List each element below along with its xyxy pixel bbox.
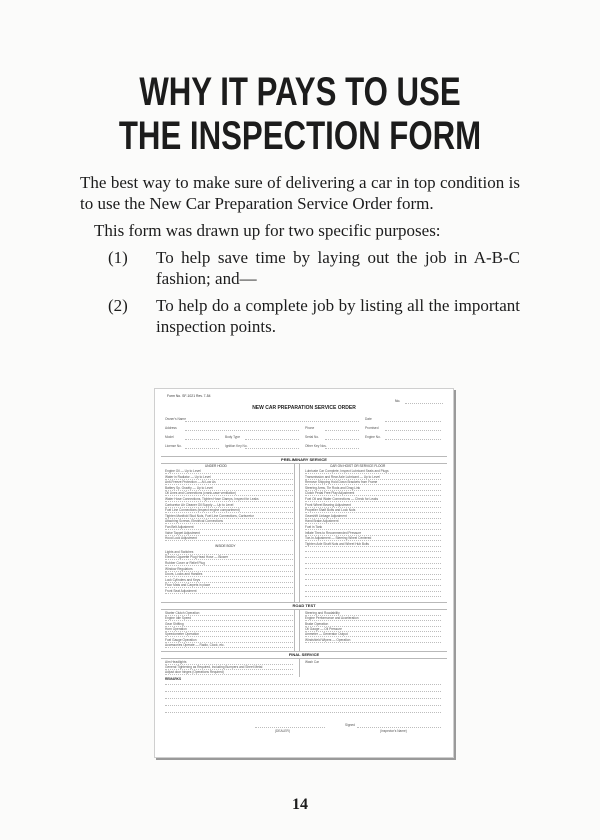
inside-body-item: Window Regulators — [165, 566, 193, 571]
form-line — [305, 642, 441, 643]
title-line-1: WHY IT PAYS TO USE — [139, 70, 461, 114]
form-line — [305, 557, 441, 558]
purpose-number: (1) — [108, 248, 128, 267]
form-field-label: Promised — [365, 426, 379, 430]
purpose-text: To help save time by laying out the job in A-B-C fashion; and— — [156, 248, 520, 288]
inside-body-item: Front Seat Adjustment — [165, 589, 197, 593]
under-hood-item: Attaching Screws, Electrical Connections — [165, 519, 223, 524]
section-inside-body: INSIDE BODY — [215, 543, 236, 548]
form-field-label: Ignition Key No. — [225, 444, 248, 448]
form-number: Form No. SF-1021 Rev. 7-54 — [167, 394, 211, 398]
under-hood-item: Tighten Manifold Stud Nuts, Fuel Line Connections, Carburetor — [165, 513, 254, 518]
section-car-on-hoist: CAR ON HOIST OR SERVICE FLOOR — [330, 464, 386, 468]
section-final-service: FINAL SERVICE — [288, 651, 320, 657]
form-line — [165, 620, 293, 621]
road-test-item: Engine Idle Speed — [165, 616, 192, 621]
hoist-item: Fuel Oil and Water Connections — Check for Leaks — [305, 497, 379, 501]
form-line — [161, 609, 447, 610]
inside-body-item: Rubber Cover or Relief Plug — [165, 561, 205, 565]
form-line — [299, 658, 300, 677]
under-hood-item: Valve Tappet Adjustment — [165, 530, 200, 535]
form-line — [165, 593, 293, 594]
form-line — [165, 705, 441, 706]
form-line — [185, 421, 359, 422]
road-test-item: Gear Shifting — [165, 621, 184, 626]
body-text — [80, 172, 520, 337]
form-line — [161, 463, 447, 464]
form-line — [325, 439, 359, 440]
form-line — [185, 448, 219, 449]
form-field-label: Engine No. — [365, 435, 381, 439]
hoist-item: Lubricate Car Complete, Inspect Lubricant Seals and Plugs — [305, 469, 389, 473]
road-test-item: Windshield Wipers — Operation — [305, 637, 351, 642]
section-remarks: REMARKS — [165, 676, 182, 681]
section-road-test: ROAD TEST — [292, 602, 316, 608]
road-test-item: Speedometer Operation — [165, 632, 200, 637]
hoist-item: Propeller Shaft Bolts and Lock Nuts — [305, 508, 356, 513]
under-hood-item: Water in Radiator — Up to Level — [165, 474, 211, 479]
form-line — [245, 439, 299, 440]
form-field-label: License No. — [165, 444, 182, 448]
form-line — [294, 463, 295, 602]
road-test-item: Accessories Operate — Radio, Clock, etc. — [165, 643, 225, 648]
final-service-item: Adjust door hinges (Operations Required) — [165, 670, 224, 675]
form-line — [299, 463, 300, 602]
form-line — [185, 430, 299, 431]
form-line — [245, 448, 299, 449]
form-line — [305, 551, 441, 552]
hoist-item: Clutch Pedal Free Play Adjustment — [305, 491, 355, 496]
form-line — [165, 698, 441, 699]
form-line — [385, 421, 441, 422]
form-line — [305, 563, 441, 564]
inspector-label: (Inspector's Name) — [380, 728, 407, 733]
purpose-intro: This form was drawn up for two specific purposes: — [94, 221, 441, 240]
road-test-item: Brake Operation — [305, 621, 329, 626]
form-line — [305, 523, 441, 524]
form-field-label: Phone — [305, 426, 315, 430]
form-line — [305, 568, 441, 569]
road-test-item: Fuel Gauge Operation — [165, 637, 197, 642]
form-field-label: Date — [365, 417, 372, 421]
form-line — [305, 585, 441, 586]
purpose-number: (2) — [108, 296, 128, 315]
form-field-label: Body Type — [225, 435, 241, 439]
hoist-item: Tighten Axle Shaft Nuts and Wheel Hub Bolts — [305, 541, 370, 546]
form-line — [161, 658, 447, 659]
under-hood-item: Hood Lock Adjustment — [165, 536, 197, 541]
purpose-text: To help do a complete job by listing all the important inspection points. — [156, 296, 520, 336]
under-hood-item: Fan Belt Adjustment — [165, 525, 194, 529]
road-test-item: Ammeter — Generator Output — [305, 632, 348, 637]
form-line — [165, 674, 293, 675]
form-field-label: Address — [165, 426, 177, 430]
form-line — [165, 647, 293, 648]
form-field-label: Model — [165, 435, 174, 439]
hoist-item: Toe-In Adjustment — Steering Wheel Centered — [305, 536, 372, 541]
form-title: NEW CAR PREPARATION SERVICE ORDER — [252, 405, 356, 411]
form-line — [165, 712, 441, 713]
under-hood-item: Engine Oil — Up to Level — [165, 469, 201, 473]
purpose-item-2 — [80, 295, 520, 337]
road-test-item: Oil Gauge — Oil Pressure — [305, 627, 342, 631]
under-hood-item: Water Hose Connections, Tighten Hose Clamps, Inspect for Leaks — [165, 497, 259, 501]
inspection-form-image — [154, 388, 454, 758]
inside-body-item: Floor Mats and Carpets in place — [165, 583, 211, 588]
road-test-item: Starter Clutch Operation — [165, 610, 200, 615]
road-test-item: Engine Performance and Acceleration — [305, 616, 359, 621]
intro-paragraph: The best way to make sure of delivering a car in top condition is to use the New Car Preparation Service Order form. — [80, 173, 520, 213]
hoist-item: Fuel in Tank — [305, 525, 323, 529]
form-line — [357, 727, 441, 728]
road-test-item: Steering and Roadability — [305, 610, 340, 615]
form-line — [305, 591, 441, 592]
signed-label: Signed — [345, 722, 355, 727]
form-line — [325, 430, 359, 431]
page-number: 14 — [292, 796, 308, 813]
hoist-item: Steering Arms, Tie Rods and Drag Link — [305, 485, 361, 490]
under-hood-item: Carburetor Air Cleaner Oil Supply — Up to Level — [165, 502, 234, 507]
form-line — [255, 727, 325, 728]
road-test-item: Horn Operation — [165, 627, 187, 631]
form-line — [165, 691, 441, 692]
title-line-2: THE INSPECTION FORM — [118, 114, 482, 158]
hoist-item: Hand Brake Adjustment — [305, 519, 339, 524]
inside-body-item: Lights and Switches — [165, 549, 194, 554]
form-field-label: Serial No. — [305, 435, 319, 439]
hoist-item: Gearshift Linkage Adjustment — [305, 513, 347, 518]
page-title — [66, 70, 534, 158]
hoist-item: Front Wheel Bearing Adjustment — [305, 502, 351, 507]
form-line — [165, 540, 293, 541]
form-line — [305, 574, 441, 575]
form-line — [294, 609, 295, 651]
form-line — [325, 448, 359, 449]
dealer-label: (DEALER) — [275, 728, 290, 733]
form-line — [305, 596, 441, 597]
hoist-item: Remove Shipping Hold Down Brackets from Frame — [305, 480, 378, 485]
hoist-item: Transmission and Rear Axle Lubricant — Up to Level — [305, 474, 380, 479]
purpose-item-1 — [80, 247, 520, 289]
under-hood-item: Anti-Freeze Protection — At Low As — [165, 480, 216, 485]
form-line — [305, 579, 441, 580]
form-line — [305, 546, 441, 547]
inside-body-item: Doors, Locks and Handles — [165, 572, 203, 577]
form-line — [385, 430, 441, 431]
inside-body-item: Lock Cylinders and Keys — [165, 577, 201, 582]
inside-body-item: Electric Cigarette Plug Head Hose — Blower — [165, 555, 229, 560]
form-line — [299, 609, 300, 651]
final-service-item: General Tightening as Required, Including Bumpers and Sheet Metal — [165, 665, 263, 669]
form-line — [385, 439, 441, 440]
form-field-label: Owner's Name — [165, 417, 186, 421]
hoist-item: Inflate Tires to Recommended Pressure — [305, 530, 362, 535]
under-hood-item: Battery Sp. Gravity — Up to Level — [165, 485, 213, 490]
final-service-item: Aim Headlights — [165, 659, 187, 664]
form-line — [165, 684, 441, 685]
form-line — [185, 439, 219, 440]
under-hood-item: Fuel Line Connections (inspect engine compartment) — [165, 508, 240, 513]
section-under-hood: UNDER HOOD — [205, 464, 227, 468]
form-no-label: No. — [395, 399, 401, 403]
under-hood-item: Oil Lines and Connections (crank-case ventilation) — [165, 491, 237, 496]
final-service-item: Wash Car — [305, 659, 320, 664]
section-preliminary: PRELIMINARY SERVICE — [281, 457, 327, 462]
form-field-label: Other Key Nos. — [305, 444, 327, 448]
